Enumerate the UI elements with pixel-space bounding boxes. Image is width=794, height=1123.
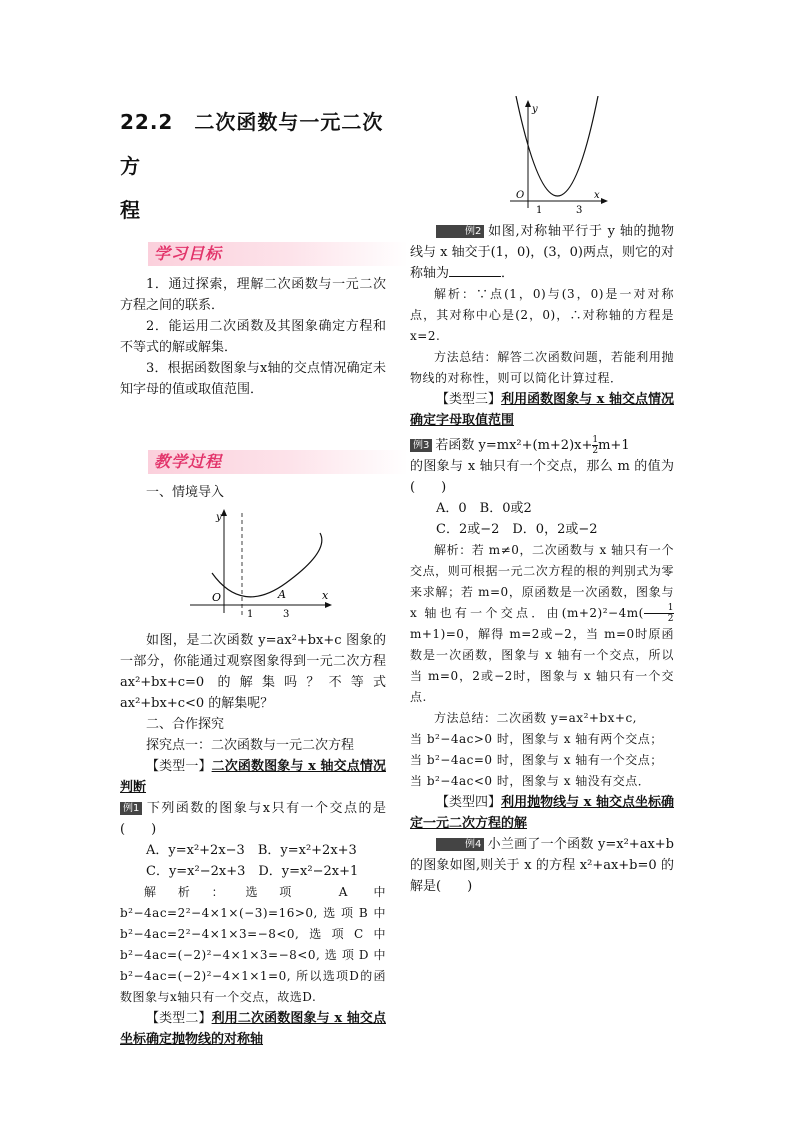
process-banner <box>148 450 408 474</box>
type-3: 【类型三】利用函数图象与 x 轴交点情况确定字母取值范围 <box>410 392 674 428</box>
answer-blank[interactable] <box>449 264 501 277</box>
tick-1: 1 <box>247 609 254 620</box>
example-3-summary-2: 当 b²−4ac>0 时，图象与 x 轴有两个交点； <box>410 732 663 746</box>
example-1-solution: 解析：选项 A 中 b²−4ac=2²−4×1×(−3)=16>0,选项B中 b²−4ac=2²−4×1×3=−8<0,选项C中 b²−4ac=(−2)²−4×1×3=−8<0,选项D中 b²−4ac=(−2)²−4×1×1=0, 所以选项D的函数图象与x轴只有一个交点，故选D. <box>120 885 386 1004</box>
type-2: 【类型二】利用二次函数图象与 x 轴交点坐标确定抛物线的对称轴 <box>120 1011 386 1047</box>
intro-text: 如图，是二次函数 y=ax²+bx+c 图象的一部分，你能通过观察图象得到一元二次方程 ax²+bx+c=0 的解集吗？不等式 ax²+bx+c<0 的解集呢？ <box>120 633 386 711</box>
point-1: 探究点一：二次函数与一元二次方程 <box>146 738 355 753</box>
goal-3: 3．根据函数图象与x轴的交点情况确定未知字母的值或取值范围． <box>120 361 386 397</box>
fraction-half-2: $\frac{1}{2}$ <box>644 603 674 624</box>
example-3-options-cd: C．2或−2 D．0，2或−2 <box>436 522 598 537</box>
example-3-tag: 例3 <box>410 439 432 452</box>
example-1-tag: 例1 <box>120 802 142 815</box>
tick-3: 3 <box>576 205 583 214</box>
example-3-summary-1: 方法总结：二次函数 y=ax²+bx+c, <box>434 711 637 725</box>
x-label: x <box>594 190 600 201</box>
goals-heading: 学习目标 <box>154 244 223 263</box>
example-3-summary-4: 当 b²−4ac<0 时，图象与 x 轴没有交点． <box>410 774 651 788</box>
goal-1: 1．通过探索，理解二次函数与一元二次方程之间的联系． <box>120 277 386 313</box>
tick-1: 1 <box>536 205 543 214</box>
example-2-tag: 例2 <box>436 225 484 238</box>
page-title: 22.2 二次函数与一元二次方 程 <box>120 110 384 222</box>
example-2: 例2 如图,对称轴平行于 y 轴的抛物线与 x 轴交于(1，0)，(3，0)两点，则它的对称轴为 ． <box>410 224 674 281</box>
goal-2: 2．能运用二次函数及其图象确定方程和不等式的解或解集． <box>120 319 386 355</box>
graph-example-2 <box>410 96 674 214</box>
example-3: 例3 若函数 y=mx²+(m+2)x+ $\frac{1}{2}$ m+1 <box>410 435 674 456</box>
origin-label: O <box>516 190 525 201</box>
type-1: 【类型一】二次函数图象与 x 轴交点情况判断 <box>120 759 386 795</box>
fraction-half: $\frac{1}{2}$ <box>592 435 599 456</box>
parabola-curve <box>212 533 322 597</box>
example-1-options-ab: A．y=x²+2x−3 B．y=x²+2x+3 <box>146 843 357 858</box>
section-intro: 一、情境导入 <box>146 485 225 500</box>
x-arrow <box>325 602 332 608</box>
example-1: 例1 下列函数的图象与x只有一个交点的是( ) <box>120 801 386 837</box>
example-3-solution: 解析：若 m≠0，二次函数与 x 轴只有一个交点，则可根据一元二次方程的根的判别式为零来求解；若 m=0，原函数是一次函数，图象与 x 轴也有一个交点．由(m+2)²−4m( $\frac{1}{2}$ m+1)=0，解得 m=2或−2，当 m=0时原函数是一次函数，图象与 x 轴有一个交点，所以当 m=0，2或−2时，图象与 x 轴只有一个交点. <box>410 543 674 704</box>
tick-3: 3 <box>283 609 290 620</box>
example-3-question: 的图象与 x 轴只有一个交点，那么 m 的值为( ) <box>410 459 674 495</box>
example-2-summary: 方法总结：解答二次函数问题，若能利用抛物线的对称性，则可以简化计算过程． <box>410 350 674 385</box>
right-column <box>410 96 674 897</box>
example-4-tag: 例4 <box>436 838 484 851</box>
origin-label: O <box>212 591 222 604</box>
process-heading: 教学过程 <box>154 452 223 471</box>
example-4: 例4 小兰画了一个函数 y=x²+ax+b 的图象如图,则关于 x 的方程 x²+ax+b=0 的解是( ) <box>410 837 674 894</box>
example-2-solution: 解析：∵点(1，0)与(3，0)是一对对称点，其对称中心是(2，0)，∴对称轴的方程是 x=2. <box>410 287 674 343</box>
example-1-options-cd: C．y=x²−2x+3 D．y=x²−2x+1 <box>146 864 359 879</box>
point-a-label: A <box>278 588 286 601</box>
x-label: x <box>322 589 329 602</box>
y-arrow <box>525 100 531 107</box>
section-explore: 二、合作探究 <box>146 717 225 732</box>
example-3-options-ab: A．0 B．0或2 <box>436 501 532 516</box>
example-3-summary-3: 当 b²−4ac=0 时，图象与 x 轴有一个交点； <box>410 753 663 767</box>
x-arrow <box>601 198 608 204</box>
graph-intro <box>120 503 386 623</box>
goals-banner <box>148 242 408 266</box>
left-column <box>120 100 386 1050</box>
y-arrow <box>221 509 227 516</box>
type-4: 【类型四】利用抛物线与 x 轴交点坐标确定一元二次方程的解 <box>410 795 674 831</box>
y-label: y <box>532 104 538 115</box>
y-label: y <box>216 512 222 523</box>
